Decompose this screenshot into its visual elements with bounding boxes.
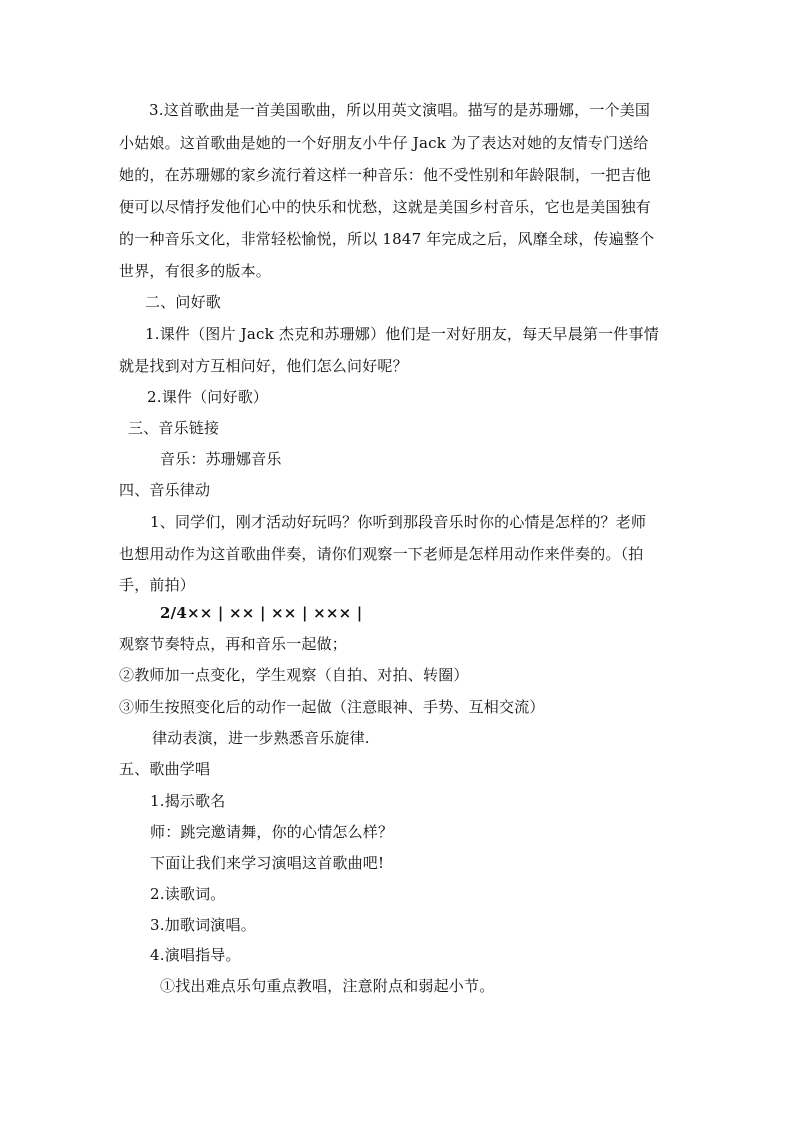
paragraph-line: 律动表演，进一步熟悉音乐旋律. <box>152 729 370 747</box>
paragraph-line: 3.加歌词演唱。 <box>150 916 256 934</box>
paragraph-line: 她的，在苏珊娜的家乡流行着这样一种音乐：他不受性别和年龄限制，一把吉他 <box>119 166 652 184</box>
paragraph-line: 手，前拍） <box>119 576 196 594</box>
paragraph-line: ③师生按照变化后的动作一起做（注意眼神、手势、互相交流） <box>119 698 545 716</box>
section-heading: 三、音乐链接 <box>128 419 220 437</box>
paragraph-line: 下面让我们来学习演唱这首歌曲吧! <box>150 854 385 872</box>
paragraph-line: 1.揭示歌名 <box>150 792 226 810</box>
section-heading: 二、问好歌 <box>145 293 222 311</box>
rhythm-notation: 2/4×× | ×× | ×× | ××× | <box>160 604 363 622</box>
paragraph-line: 观察节奏特点，再和音乐一起做； <box>119 635 348 653</box>
paragraph-line: 便可以尽情抒发他们心中的快乐和忧愁，这就是美国乡村音乐，它也是美国独有 <box>119 198 652 216</box>
paragraph-line: 音乐：苏珊娜音乐 <box>160 450 282 468</box>
paragraph-line: 的一种音乐文化，非常轻松愉悦，所以 1847 年完成之后，风靡全球，传遍整个 <box>119 230 655 248</box>
paragraph-line: 2.读歌词。 <box>150 885 226 903</box>
paragraph-line: ②教师加一点变化，学生观察（自拍、对拍、转圈） <box>119 666 469 684</box>
section-heading: 五、歌曲学唱 <box>119 760 211 778</box>
paragraph-line: 1.课件（图片 Jack 杰克和苏珊娜）他们是一对好朋友，每天早晨第一件事情 <box>145 325 659 343</box>
paragraph-line: 1、同学们，刚才活动好玩吗？你听到那段音乐时你的心情是怎样的？老师 <box>150 513 647 531</box>
paragraph-line: 3.这首歌曲是一首美国歌曲，所以用英文演唱。描写的是苏珊娜，一个美国 <box>149 101 651 119</box>
paragraph-line: 世界，有很多的版本。 <box>119 262 272 280</box>
paragraph-line: 2.课件（问好歌） <box>147 388 269 406</box>
paragraph-line: ①找出难点乐句重点教唱，注意附点和弱起小节。 <box>160 977 495 995</box>
paragraph-line: 4.演唱指导。 <box>150 946 241 964</box>
paragraph-line: 就是找到对方互相问好，他们怎么问好呢？ <box>119 357 408 375</box>
paragraph-line: 小姑娘。这首歌曲是她的一个好朋友小牛仔 Jack 为了表达对她的友情专门送给 <box>119 134 649 152</box>
section-heading: 四、音乐律动 <box>119 481 211 499</box>
paragraph-line: 也想用动作为这首歌曲伴奏，请你们观察一下老师是怎样用动作来伴奏的。（拍 <box>119 545 644 563</box>
paragraph-line: 师：跳完邀请舞，你的心情怎么样？ <box>150 823 394 841</box>
